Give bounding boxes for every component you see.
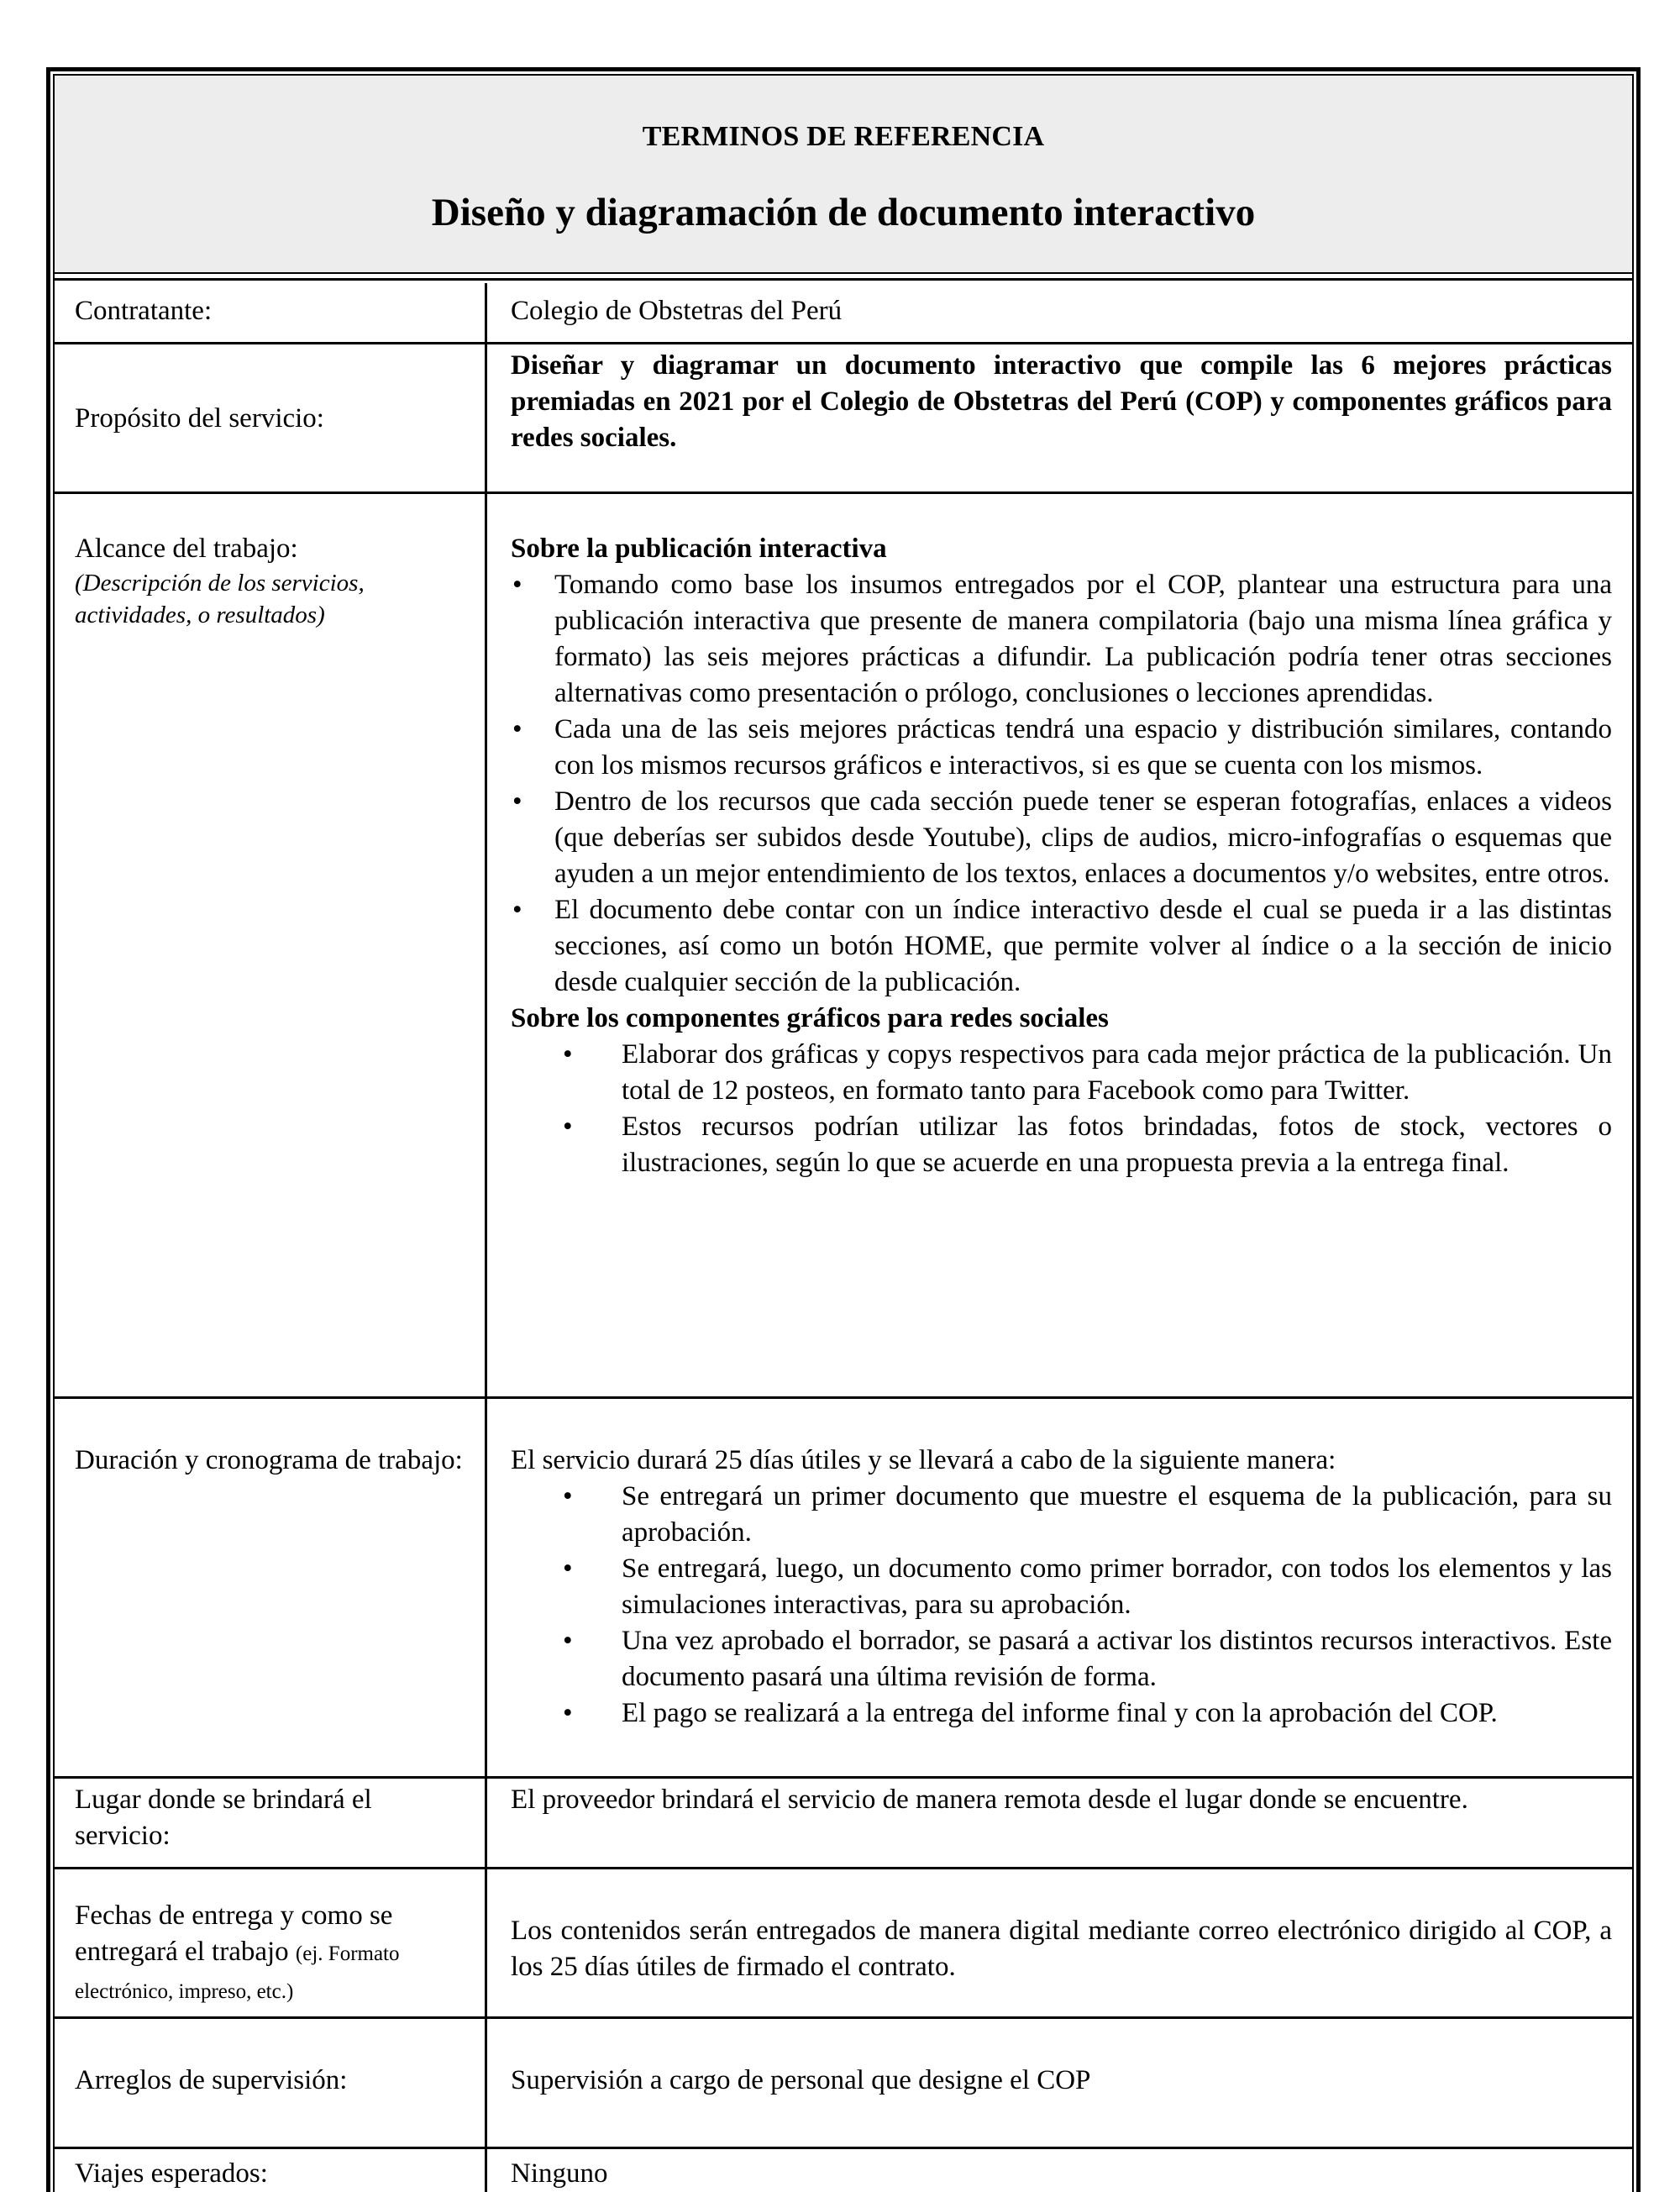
list-item: • Elaborar dos gráficas y copys respectivos para cada mejor práctica de la publicación. Un total de 12 posteos, en formato tanto para Facebook como para Twitter. — [511, 1037, 1612, 1109]
document-frame — [46, 67, 1641, 2192]
row-duracion — [55, 1399, 1632, 1779]
label-duracion: Duración y cronograma de trabajo: — [75, 1445, 463, 1475]
label-alcance: Alcance del trabajo: — [75, 534, 298, 564]
label-fechas-cell — [55, 1869, 485, 2016]
label-fechas-note: (ej. Formato electrónico, impreso, etc.) — [75, 1942, 400, 2003]
label-viajes: Viajes esperados: — [75, 2158, 268, 2189]
list-item: • Se entregará un primer documento que muestre el esquema de la publicación, para su aprobación. — [511, 1479, 1612, 1551]
label-fechas: Fechas de entrega y como se entregará el trabajo — [75, 1900, 393, 1967]
value-fechas: Los contenidos serán entregados de manera digital mediante correo electrónico dirigido al COP, a los 25 días útiles de firmado el contrato. — [511, 1916, 1612, 1982]
row-proposito — [55, 344, 1632, 494]
list-item: • Tomando como base los insumos entregados por el COP, plantear una estructura para una publicación interactiva que presente de manera compilatoria (bajo una misma línea gráfica y formato) las seis mejores prácticas a difundir. La publicación podría tener otras secciones alternativas como presentación o prólogo, conclusiones o lecciones aprendidas. — [511, 567, 1612, 712]
list-item: • El documento debe contar con un índice interactivo desde el cual se pueda ir a las distintas secciones, así como un botón HOME, que permite volver al índice o a la sección de inicio desde cualquier sección de la publicación. — [511, 892, 1612, 1001]
value-alcance — [487, 494, 1632, 1396]
list-item: • Dentro de los recursos que cada sección puede tener se esperan fotografías, enlaces a videos (que deberías ser subidos desde Youtube), clips de audios, micro-infografías o esquemas que ayuden a un mejor entendimiento de los textos, enlaces a documentos y/o websites, entre otros. — [511, 784, 1612, 892]
value-proposito: Diseñar y diagramar un documento interactivo que compile las 6 mejores prácticas premiadas en 2021 por el Colegio de Obstetras del Perú (COP) y componentes gráficos para redes sociales. — [511, 350, 1612, 453]
sublabel-alcance: (Descripción de los servicios, actividades, o resultados) — [75, 570, 365, 628]
value-contratante: Colegio de Obstetras del Perú — [511, 296, 843, 326]
value-viajes: Ninguno — [511, 2158, 608, 2189]
document-title: Diseño y diagramación de documento interactivo — [431, 191, 1256, 234]
row-contratante — [55, 283, 1632, 344]
section-title-redes: Sobre los componentes gráficos para redes sociales — [511, 1003, 1109, 1033]
label-alcance-cell — [55, 494, 485, 1396]
row-viajes — [55, 2149, 1632, 2192]
list-publicacion — [511, 567, 1612, 1001]
list-item: • Se entregará, luego, un documento como primer borrador, con todos los elementos y las simulaciones interactivas, para su aprobación. — [511, 1551, 1612, 1623]
duracion-intro: El servicio durará 25 días útiles y se llevará a cabo de la siguiente manera: — [511, 1445, 1336, 1475]
section-title-publicacion: Sobre la publicación interactiva — [511, 534, 887, 564]
list-item: • El pago se realizará a la entrega del informe final y con la aprobación del COP. — [511, 1695, 1612, 1732]
row-fechas — [55, 1869, 1632, 2019]
row-alcance — [55, 494, 1632, 1399]
list-item: • Una vez aprobado el borrador, se pasará a activar los distintos recursos interactivos. Este documento pasará una última revisión de forma. — [511, 1623, 1612, 1695]
list-redes — [511, 1037, 1612, 1181]
label-contratante: Contratante: — [75, 296, 213, 326]
label-supervision: Arreglos de supervisión: — [75, 2065, 348, 2095]
label-lugar: Lugar donde se brindará el servicio: — [75, 1785, 372, 1851]
row-lugar — [55, 1779, 1632, 1869]
document-header — [55, 76, 1632, 274]
row-supervision — [55, 2019, 1632, 2149]
list-duracion — [511, 1479, 1612, 1732]
list-item: • Estos recursos podrían utilizar las fotos brindadas, fotos de stock, vectores o ilustraciones, según lo que se acuerde en una propuesta previa a la entrega final. — [511, 1109, 1612, 1181]
label-proposito: Propósito del servicio: — [75, 403, 324, 434]
list-item: • Cada una de las seis mejores prácticas tendrá una espacio y distribución similares, contando con los mismos recursos gráficos e interactivos, si es que se cuenta con los mismos. — [511, 712, 1612, 784]
document-kicker: TERMINOS DE REFERENCIA — [642, 121, 1045, 152]
header-divider — [55, 276, 1632, 281]
value-lugar: El proveedor brindará el servicio de manera remota desde el lugar donde se encuentre. — [511, 1785, 1468, 1815]
terms-table — [53, 74, 1634, 2192]
value-supervision: Supervisión a cargo de personal que designe el COP — [511, 2065, 1091, 2095]
value-duracion — [487, 1399, 1632, 1776]
